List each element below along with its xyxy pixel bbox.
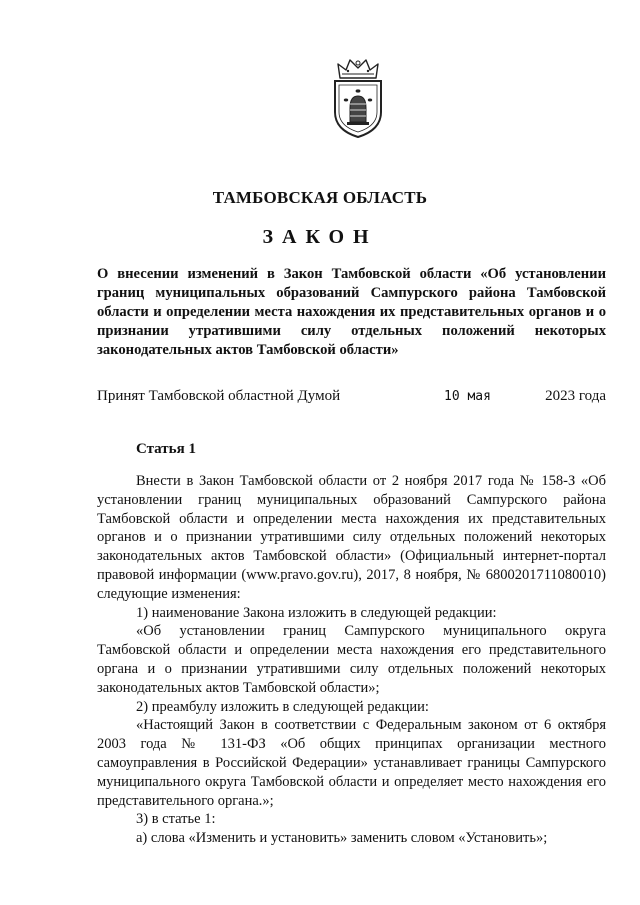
paragraph: 2) преамбулу изложить в следующей редакции: bbox=[136, 698, 429, 715]
paragraph: 1) наименование Закона изложить в следующей редакции: bbox=[136, 604, 497, 621]
paragraph: «Настоящий Закон в соответствии с Федеральным законом от 6 октября 2003 года № 131-ФЗ «Об общих принципах организации местного самоуправления в Российской Федерации» устанавливает границы Сампурского муниципального округа Тамбовской области и определяет место нахождения его представительного органа.»; bbox=[97, 717, 606, 809]
law-title: О внесении изменений в Закон Тамбовской области «Об установлении границ муниципальных образований Сампурского района Тамбовской области и определении места нахождения их представительных органов и о признании утратившими силу отдельных положений некоторых законодательных актов Тамбовской области» bbox=[97, 266, 606, 358]
region-name: ТАМБОВСКАЯ ОБЛАСТЬ bbox=[212, 188, 428, 207]
coat-of-arms-icon bbox=[326, 56, 390, 140]
document-type: ЗАКОН bbox=[262, 226, 378, 248]
paragraph: 3) в статье 1: bbox=[136, 811, 216, 828]
adopted-by: Принят Тамбовской областной Думой bbox=[97, 388, 341, 404]
adoption-day: 10 мая bbox=[444, 389, 491, 404]
article-body bbox=[97, 472, 606, 848]
paragraph: «Об установлении границ Сампурского муниципального округа Тамбовской области и определении места нахождения его представительного органа и о признании утратившими силу отдельных положений некоторых законодательных актов Тамбовской области»; bbox=[97, 623, 606, 696]
paragraph: а) слова «Изменить и установить» заменить словом «Установить»; bbox=[136, 830, 548, 847]
paragraph: Внести в Закон Тамбовской области от 2 ноября 2017 года № 158-З «Об установлении границ муниципальных образований Сампурского района Тамбовской области и определении места нахождения их представительных органов и о признании утратившими силу отдельных положений некоторых законодательных актов Тамбовской области» (Официальный интернет-портал правовой информации (www.pravo.gov.ru), 2017, 8 ноября, № 6800201711080010) следующие изменения: bbox=[97, 473, 606, 602]
article-heading: Статья 1 bbox=[136, 441, 196, 457]
adoption-year: 2023 года bbox=[545, 388, 606, 404]
